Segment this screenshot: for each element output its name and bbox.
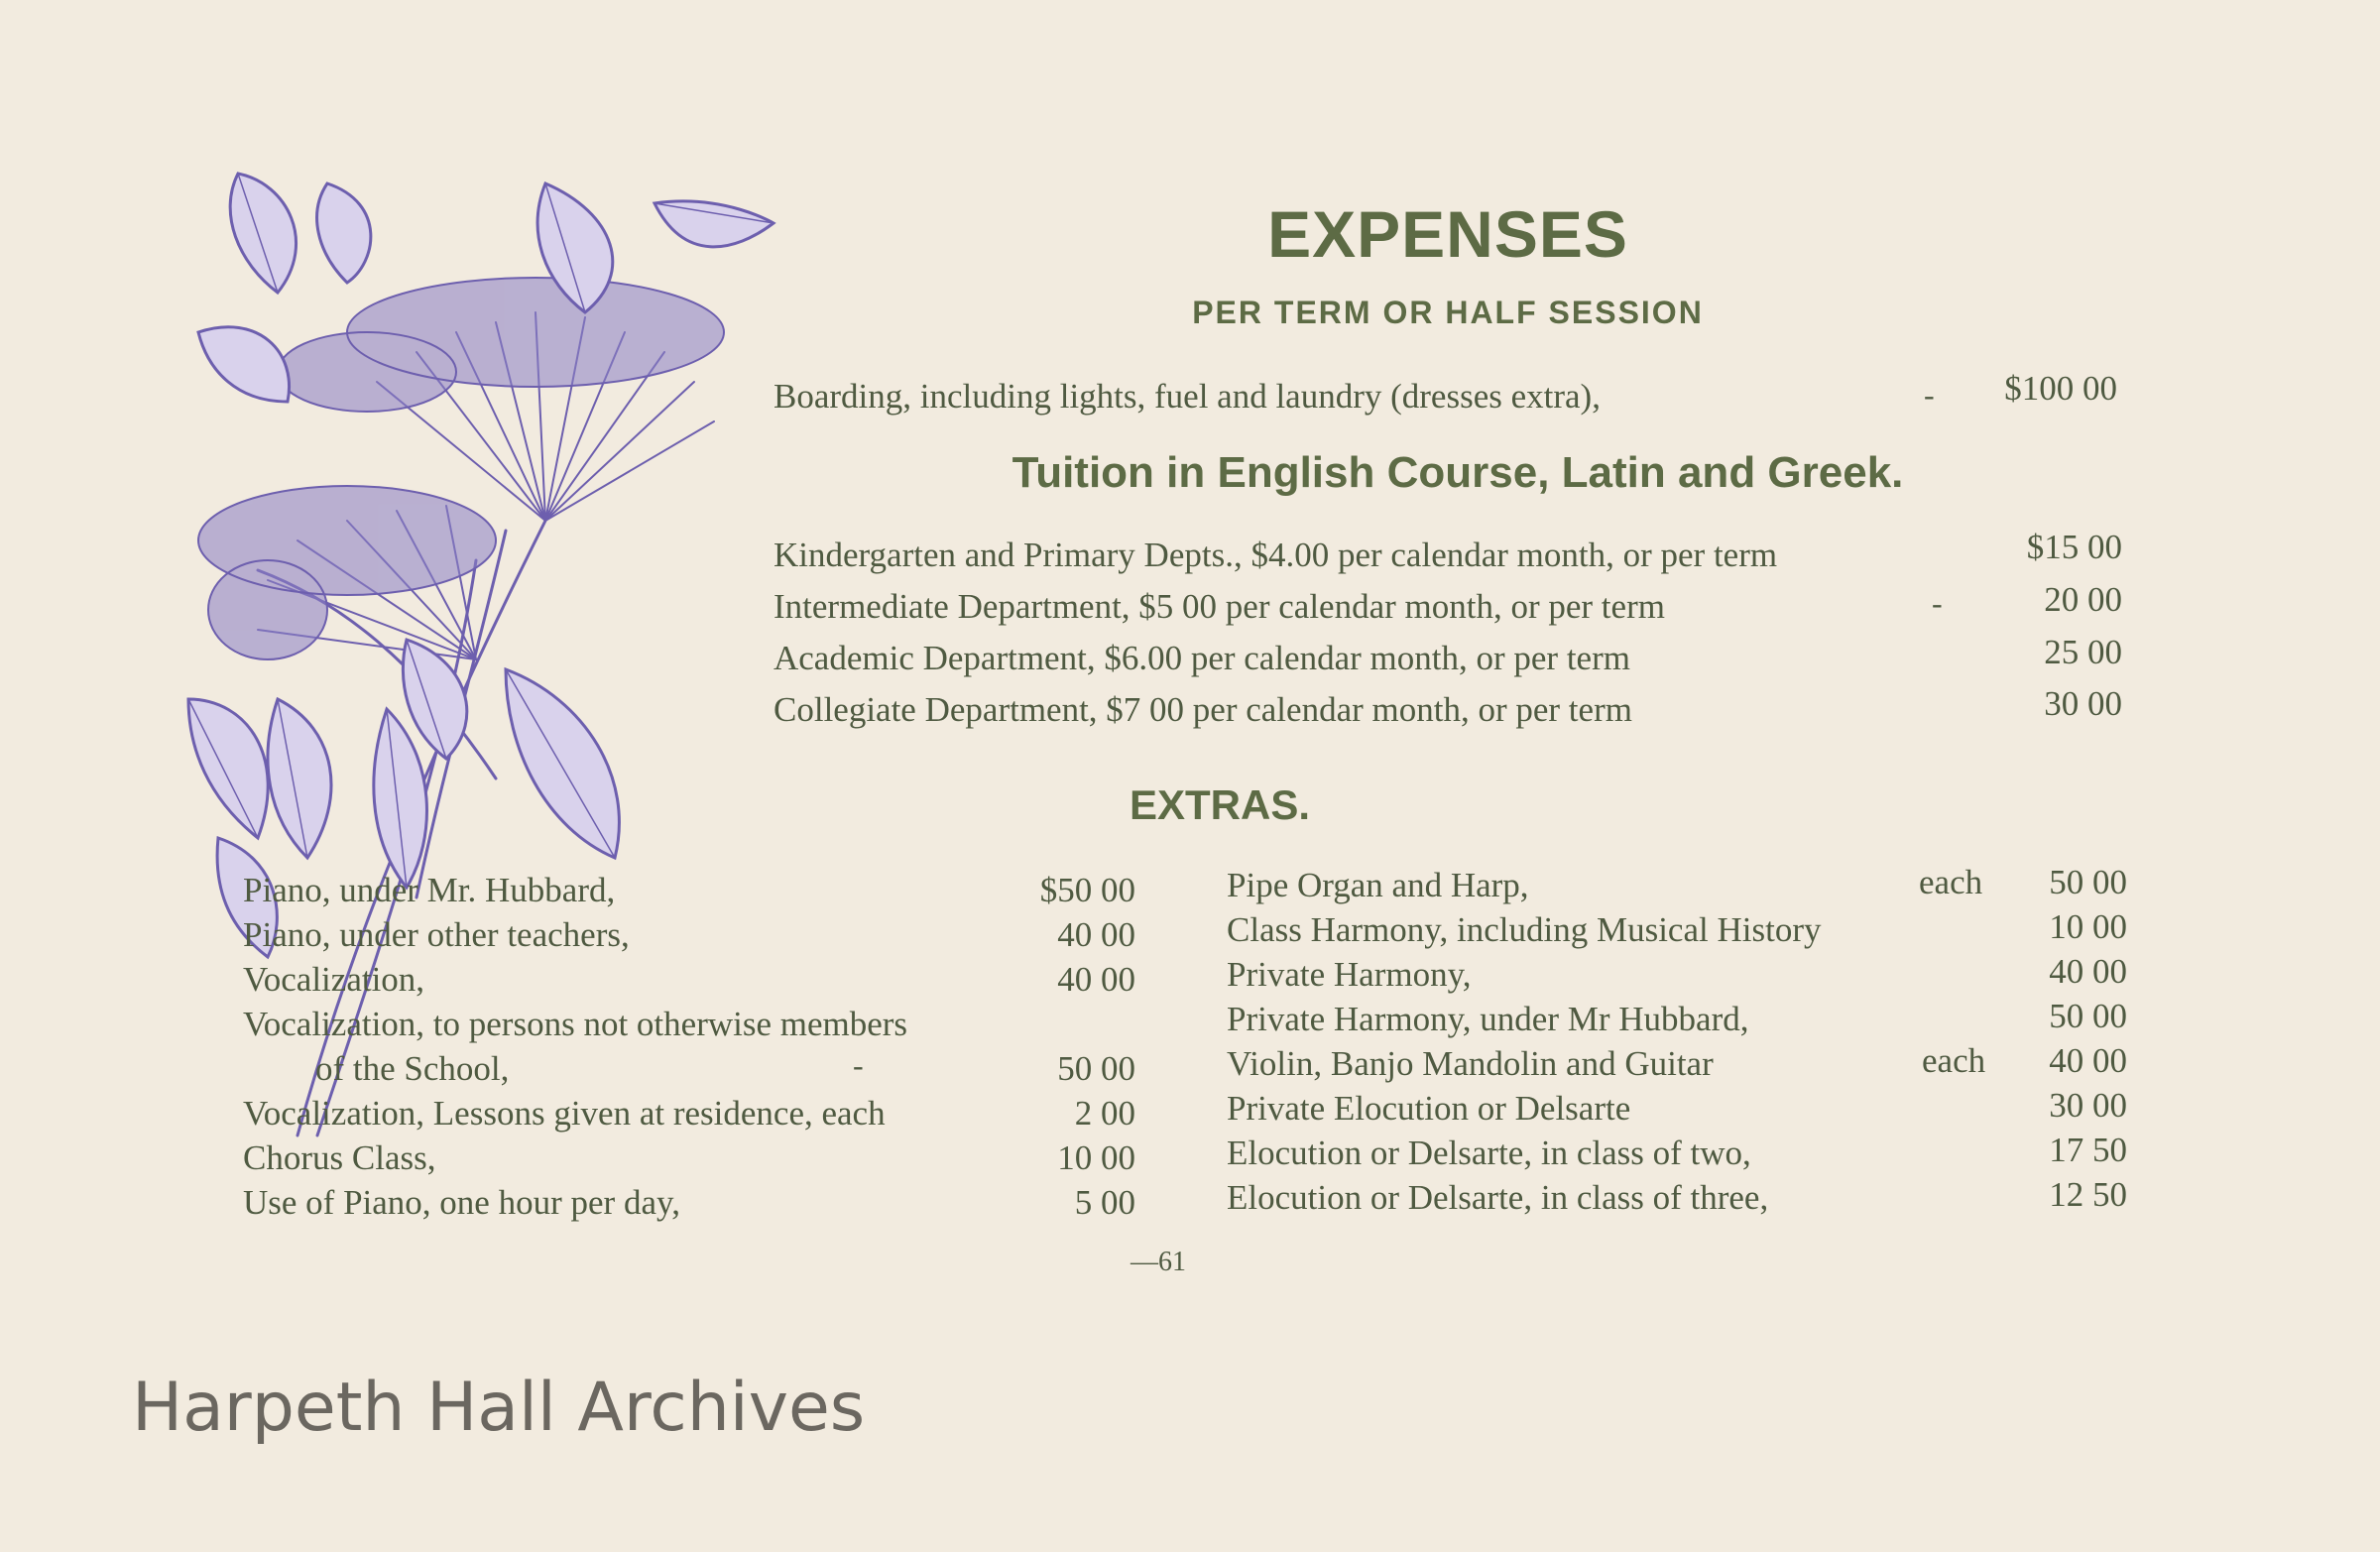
tuition-row-label: Intermediate Department, $5 00 per calendar month, or per term	[774, 587, 1665, 626]
extras-right-amount: 40 00	[2049, 1041, 2127, 1080]
extras-right-label: Pipe Organ and Harp,	[1227, 866, 1529, 904]
extras-heading: EXTRAS.	[1129, 781, 1311, 828]
extras-right-label: Private Elocution or Delsarte	[1227, 1089, 1631, 1128]
tuition-row-label: Academic Department, $6.00 per calendar month, or per term	[774, 639, 1630, 677]
extras-left-amount: 10 00	[1057, 1138, 1135, 1177]
tuition-row-label: Kindergarten and Primary Depts., $4.00 per calendar month, or per term	[774, 536, 1778, 574]
tuition-heading: Tuition in English Course, Latin and Greek.	[1012, 448, 1904, 497]
tuition-row-amount: 25 00	[2044, 633, 2122, 671]
tuition-row-amount: $15 00	[2026, 528, 2122, 566]
extras-right-label: Violin, Banjo Mandolin and Guitar	[1227, 1044, 1714, 1083]
boarding-label: Boarding, including lights, fuel and laundry (dresses extra),	[774, 377, 1601, 416]
extras-right-amount: 50 00	[2049, 997, 2127, 1035]
extras-left-amount: 40 00	[1057, 960, 1135, 999]
boarding-dash: -	[1924, 377, 1935, 413]
extras-left-label: of the School,	[315, 1049, 510, 1088]
extras-left-label: Piano, under other teachers,	[243, 915, 630, 954]
extras-left-label: Chorus Class,	[243, 1138, 436, 1177]
tuition-row-dash: -	[1932, 585, 1943, 621]
extras-left-label: Use of Piano, one hour per day,	[243, 1183, 680, 1222]
extras-right-label: Private Harmony, under Mr Hubbard,	[1227, 1000, 1749, 1038]
extras-right-amount: 40 00	[2049, 952, 2127, 991]
extras-right-amount: 10 00	[2049, 907, 2127, 946]
tuition-row-amount: 30 00	[2044, 684, 2122, 723]
extras-left-amount: 50 00	[1057, 1049, 1135, 1088]
tuition-row-amount: 20 00	[2044, 580, 2122, 619]
extras-right-amount: 30 00	[2049, 1086, 2127, 1125]
extras-right-note: each	[1922, 1041, 1986, 1080]
extras-left-label: Piano, under Mr. Hubbard,	[243, 871, 616, 909]
boarding-amount: $100 00	[2004, 369, 2117, 408]
page-number: —61	[1130, 1247, 1186, 1277]
extras-left-amount: $50 00	[1039, 871, 1135, 909]
extras-right-amount: 12 50	[2049, 1175, 2127, 1214]
extras-right-label: Elocution or Delsarte, in class of two,	[1227, 1134, 1751, 1172]
extras-right-label: Class Harmony, including Musical History	[1227, 910, 1822, 949]
extras-left-label: Vocalization, to persons not otherwise members	[243, 1005, 908, 1043]
page-subtitle: PER TERM OR HALF SESSION	[1192, 295, 1704, 330]
extras-left-label: Vocalization,	[243, 960, 425, 999]
extras-left-amount: 5 00	[1074, 1183, 1135, 1222]
extras-left-amount: 40 00	[1057, 915, 1135, 954]
extras-right-note: each	[1919, 863, 1983, 901]
extras-left-amount: 2 00	[1074, 1094, 1135, 1133]
extras-right-amount: 50 00	[2049, 863, 2127, 901]
extras-right-label: Elocution or Delsarte, in class of three,	[1227, 1178, 1769, 1217]
extras-left-dash: -	[853, 1047, 864, 1083]
extras-right-label: Private Harmony,	[1227, 955, 1472, 994]
extras-right-amount: 17 50	[2049, 1131, 2127, 1169]
page-title: EXPENSES	[1267, 197, 1628, 271]
archive-watermark: Harpeth Hall Archives	[132, 1369, 866, 1447]
extras-left-label: Vocalization, Lessons given at residence, each	[243, 1094, 886, 1133]
tuition-row-label: Collegiate Department, $7 00 per calendar month, or per term	[774, 690, 1632, 729]
